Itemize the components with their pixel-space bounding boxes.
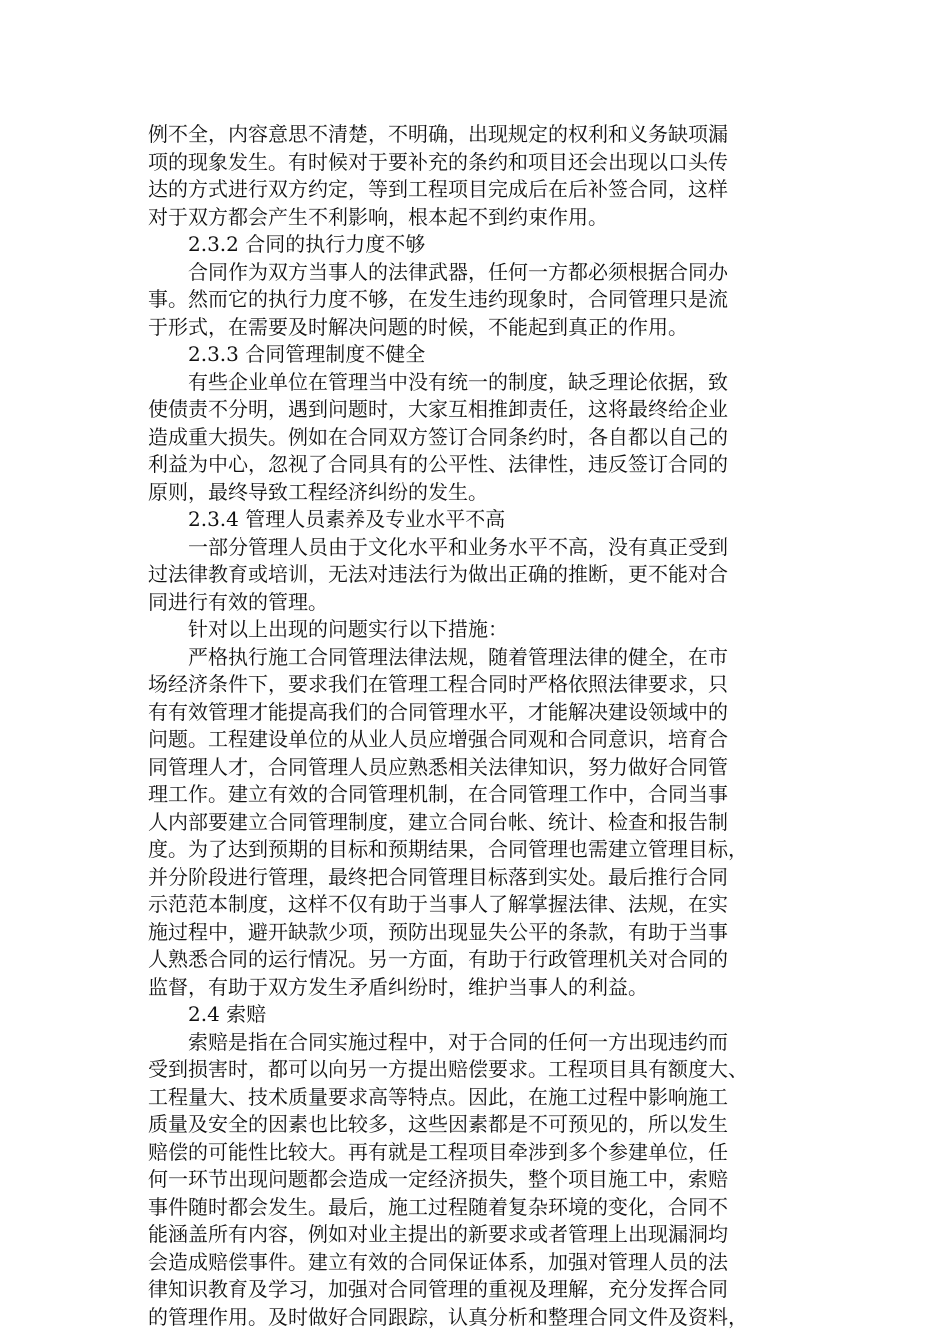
text-line: 施过程中，避开缺款少项，预防出现显失公平的条款，有助于当事: [148, 919, 728, 944]
text-line: 项的现象发生。有时候对于要补充的条约和项目还会出现以口头传: [148, 149, 728, 174]
text-line: 的管理作用。及时做好合同跟踪，认真分析和整理合同文件及资料，: [148, 1304, 748, 1329]
text-line: 度。为了达到预期的目标和预期结果，合同管理也需建立管理目标，: [148, 837, 748, 861]
text-line: 赔偿的可能性比较大。再有就是工程项目牵涉到多个参建单位，任: [148, 1139, 728, 1164]
text-line: 2.3.3 合同管理制度不健全: [188, 342, 426, 366]
text-line: 示范范本制度，这样不仅有助于当事人了解掌握法律、法规，在实: [148, 892, 728, 916]
text-line: 2.3.2 合同的执行力度不够: [188, 232, 426, 256]
text-line: 律知识教育及学习，加强对合同管理的重视及理解，充分发挥合同: [148, 1277, 728, 1301]
text-line: 有有效管理才能提高我们的合同管理水平，才能解决建设领域中的: [148, 699, 728, 724]
text-line: 监督，有助于双方发生矛盾纠纷时，维护当事人的利益。: [148, 974, 648, 999]
text-line: 会造成赔偿事件。建立有效的合同保证体系，加强对管理人员的法: [148, 1249, 728, 1274]
text-line: 合同作为双方当事人的法律武器，任何一方都必须根据合同办: [188, 259, 728, 284]
text-line: 同管理人才，合同管理人员应熟悉相关法律知识，努力做好合同管: [148, 754, 728, 779]
text-line: 理工作。建立有效的合同管理机制，在合同管理工作中，合同当事: [148, 782, 728, 806]
text-line: 于形式，在需要及时解决问题的时候，不能起到真正的作用。: [148, 314, 688, 339]
text-line: 何一环节出现问题都会造成一定经济损失，整个项目施工中，索赔: [148, 1167, 728, 1191]
text-line: 达的方式进行双方约定，等到工程项目完成后在后补签合同，这样: [148, 177, 728, 201]
text-line: 问题。工程建设单位的从业人员应增强合同观和合同意识，培育合: [148, 727, 728, 751]
text-line: 针对以上出现的问题实行以下措施：: [188, 617, 508, 641]
text-line: 使债责不分明，遇到问题时，大家互相推卸责任，这将最终给企业: [148, 397, 728, 421]
text-line: 原则，最终导致工程经济纠纷的发生。: [148, 479, 488, 504]
document-body: [148, 121, 816, 1331]
text-line: 质量及安全的因素也比较多，这些因素都是不可预见的，所以发生: [148, 1112, 728, 1136]
text-line: 过法律教育或培训，无法对违法行为做出正确的推断，更不能对合: [148, 562, 728, 586]
text-line: 例不全，内容意思不清楚，不明确，出现规定的权利和义务缺项漏: [148, 122, 728, 146]
text-line: 造成重大损失。例如在合同双方签订合同条约时，各自都以自己的: [148, 424, 728, 449]
text-line: 人内部要建立合同管理制度，建立合同台帐、统计、检查和报告制: [148, 809, 728, 834]
text-line: 同进行有效的管理。: [148, 589, 328, 614]
text-line: 能涵盖所有内容，例如对业主提出的新要求或者管理上出现漏洞均: [148, 1222, 728, 1246]
text-line: 并分阶段进行管理，最终把合同管理目标落到实处。最后推行合同: [148, 864, 728, 889]
text-line: 严格执行施工合同管理法律法规，随着管理法律的健全，在市: [188, 644, 728, 669]
text-line: 一部分管理人员由于文化水平和业务水平不高，没有真正受到: [188, 534, 728, 559]
text-line: 2.4 索赔: [188, 1002, 267, 1026]
text-line: 有些企业单位在管理当中没有统一的制度，缺乏理论依据，致: [188, 369, 728, 394]
text-line: 索赔是指在合同实施过程中，对于合同的任何一方出现违约而: [188, 1029, 728, 1054]
text-line: 受到损害时，都可以向另一方提出赔偿要求。工程项目具有额度大、: [148, 1057, 748, 1081]
text-line: 对于双方都会产生不利影响，根本起不到约束作用。: [148, 204, 608, 229]
text-line: 事。然而它的执行力度不够，在发生违约现象时，合同管理只是流: [148, 287, 728, 311]
text-line: 人熟悉合同的运行情况。另一方面，有助于行政管理机关对合同的: [148, 947, 728, 971]
text-line: 工程量大、技术质量要求高等特点。因此，在施工过程中影响施工: [148, 1084, 728, 1109]
text-line: 2.3.4 管理人员素养及专业水平不高: [188, 507, 506, 531]
text-line: 事件随时都会发生。最后，施工过程随着复杂环境的变化，合同不: [148, 1194, 728, 1219]
text-line: 利益为中心，忽视了合同具有的公平性、法律性，违反签订合同的: [148, 452, 728, 476]
text-line: 场经济条件下，要求我们在管理工程合同时严格依照法律要求，只: [148, 672, 728, 696]
